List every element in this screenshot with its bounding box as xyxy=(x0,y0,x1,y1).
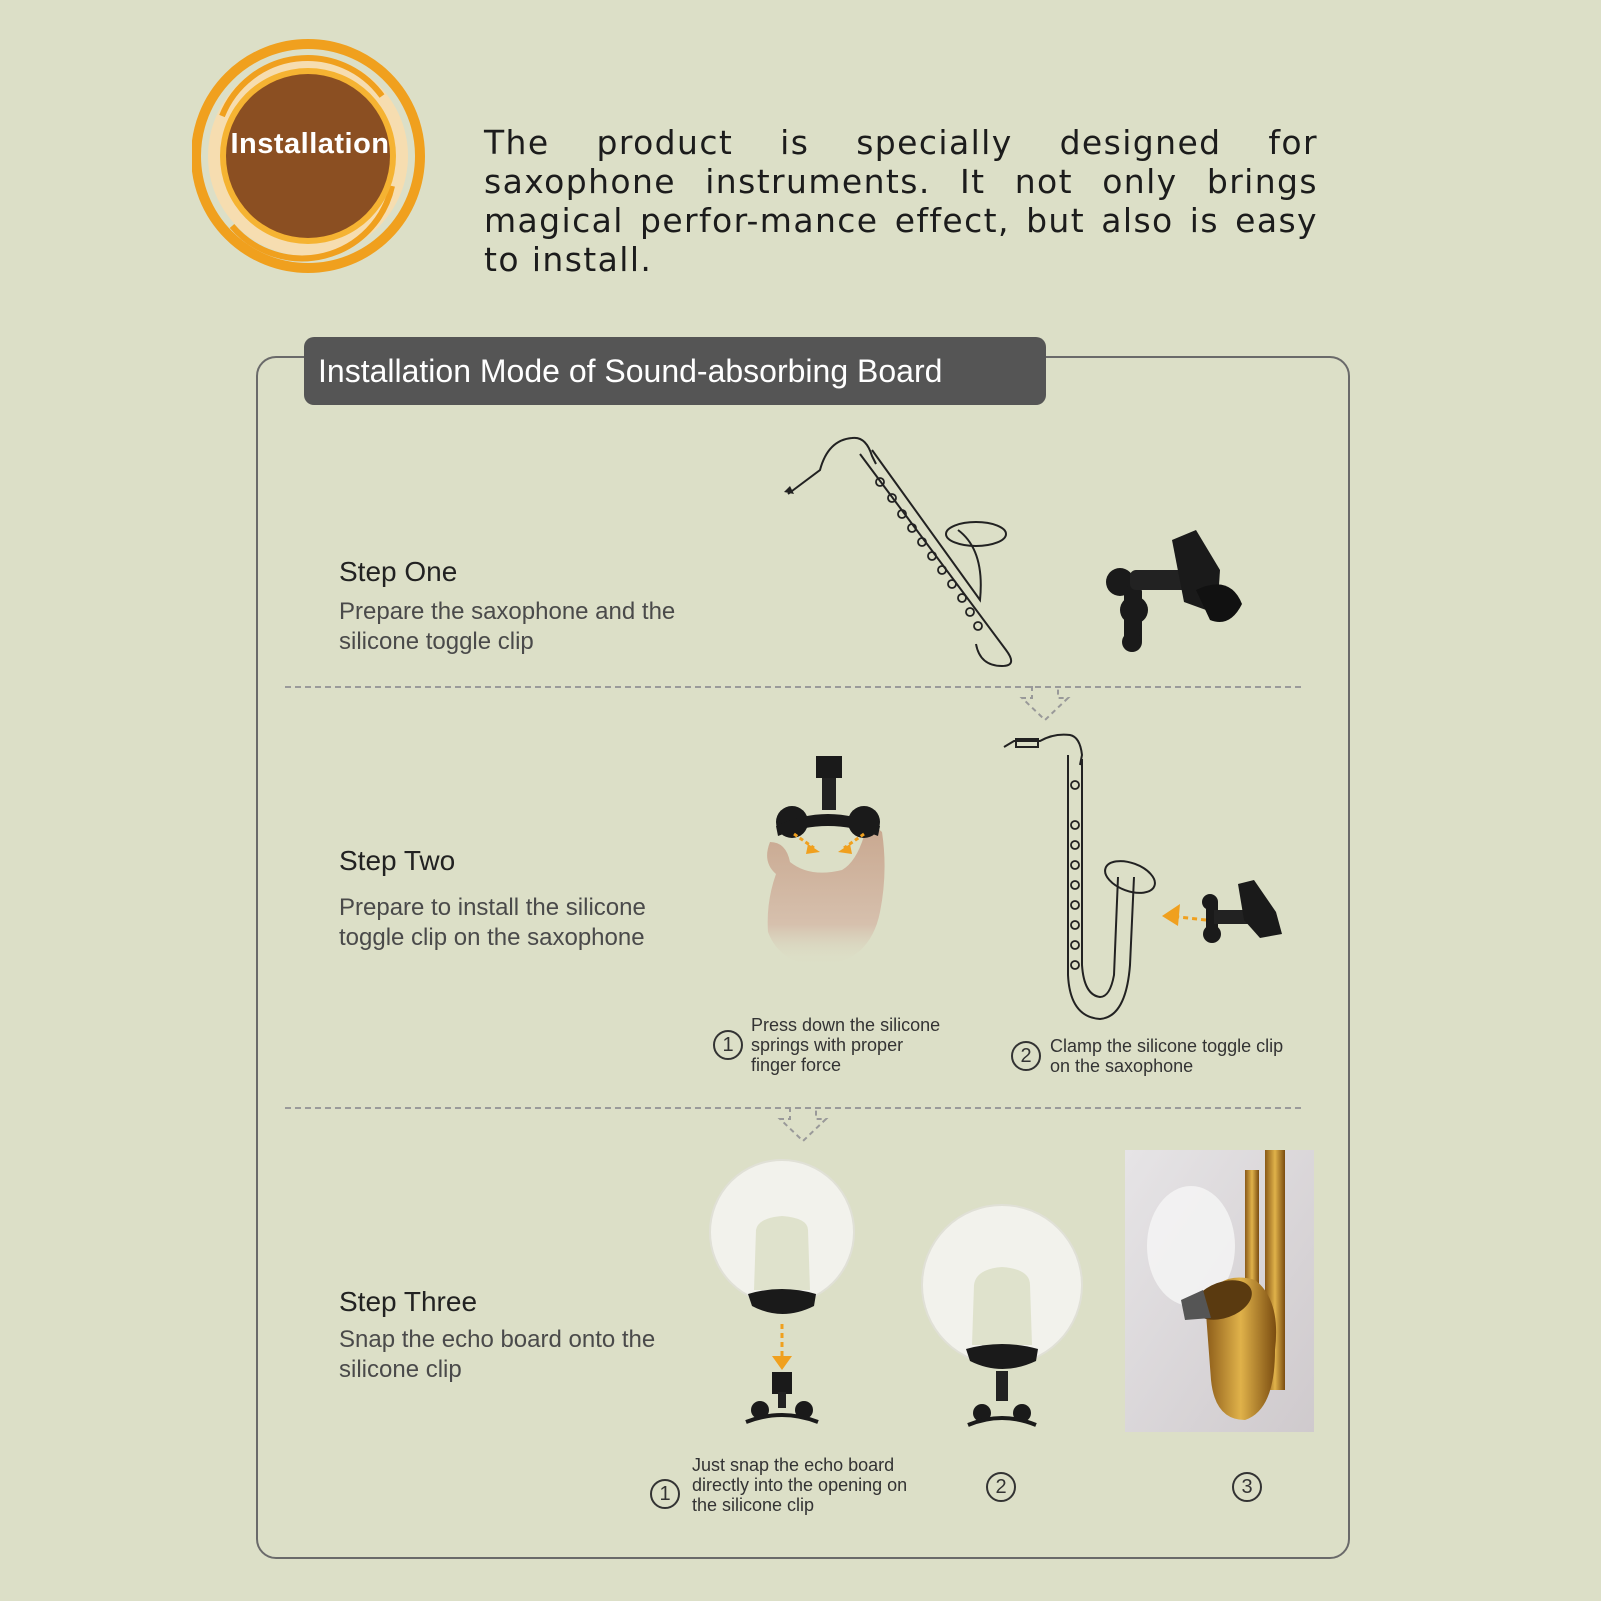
step-three-note-1: Just snap the echo board directly into the opening on the silicone clip xyxy=(692,1455,908,1515)
hand-pressing-clip-image xyxy=(760,752,910,972)
step-three-desc: Snap the echo board onto the silicone clip xyxy=(339,1326,656,1383)
step-one-title: Step One xyxy=(339,556,458,587)
step-two-desc: Prepare to install the silicone toggle clip on the saxophone xyxy=(339,894,646,951)
down-arrow-icon xyxy=(778,1105,828,1145)
saxophone-line-drawing xyxy=(780,430,1050,670)
note-number: 3 xyxy=(1232,1472,1262,1502)
step-two-note-1: Press down the silicone springs with proper finger force xyxy=(751,1015,941,1075)
note-number: 1 xyxy=(650,1479,680,1509)
step-one-desc: Prepare the saxophone and the silicone toggle clip xyxy=(339,598,676,655)
badge-label: Installation xyxy=(230,127,390,160)
intro-text: The product is specially designed for saxophone instruments. It not only brings magical perfor-mance effect, but also is easy to install. xyxy=(484,123,1318,279)
silicone-clip-image xyxy=(1100,530,1250,660)
divider-step-one xyxy=(285,686,1301,688)
down-arrow-icon xyxy=(1020,684,1070,724)
echo-board-attached-image xyxy=(918,1205,1088,1445)
note-number: 2 xyxy=(986,1472,1016,1502)
clip-with-arrow-image xyxy=(1150,880,1290,960)
step-two-note-2: Clamp the silicone toggle clip on the saxophone xyxy=(1050,1036,1284,1076)
saxophone-side-drawing xyxy=(1000,725,1180,1025)
step-two-title: Step Two xyxy=(339,845,456,876)
echo-board-snap-image xyxy=(700,1160,860,1440)
installation-badge xyxy=(192,36,432,276)
note-number: 2 xyxy=(1011,1041,1041,1071)
panel-title: Installation Mode of Sound-absorbing Board xyxy=(304,337,1046,405)
step-three-title: Step Three xyxy=(339,1286,478,1317)
note-number: 1 xyxy=(713,1030,743,1060)
saxophone-photo xyxy=(1125,1150,1314,1432)
